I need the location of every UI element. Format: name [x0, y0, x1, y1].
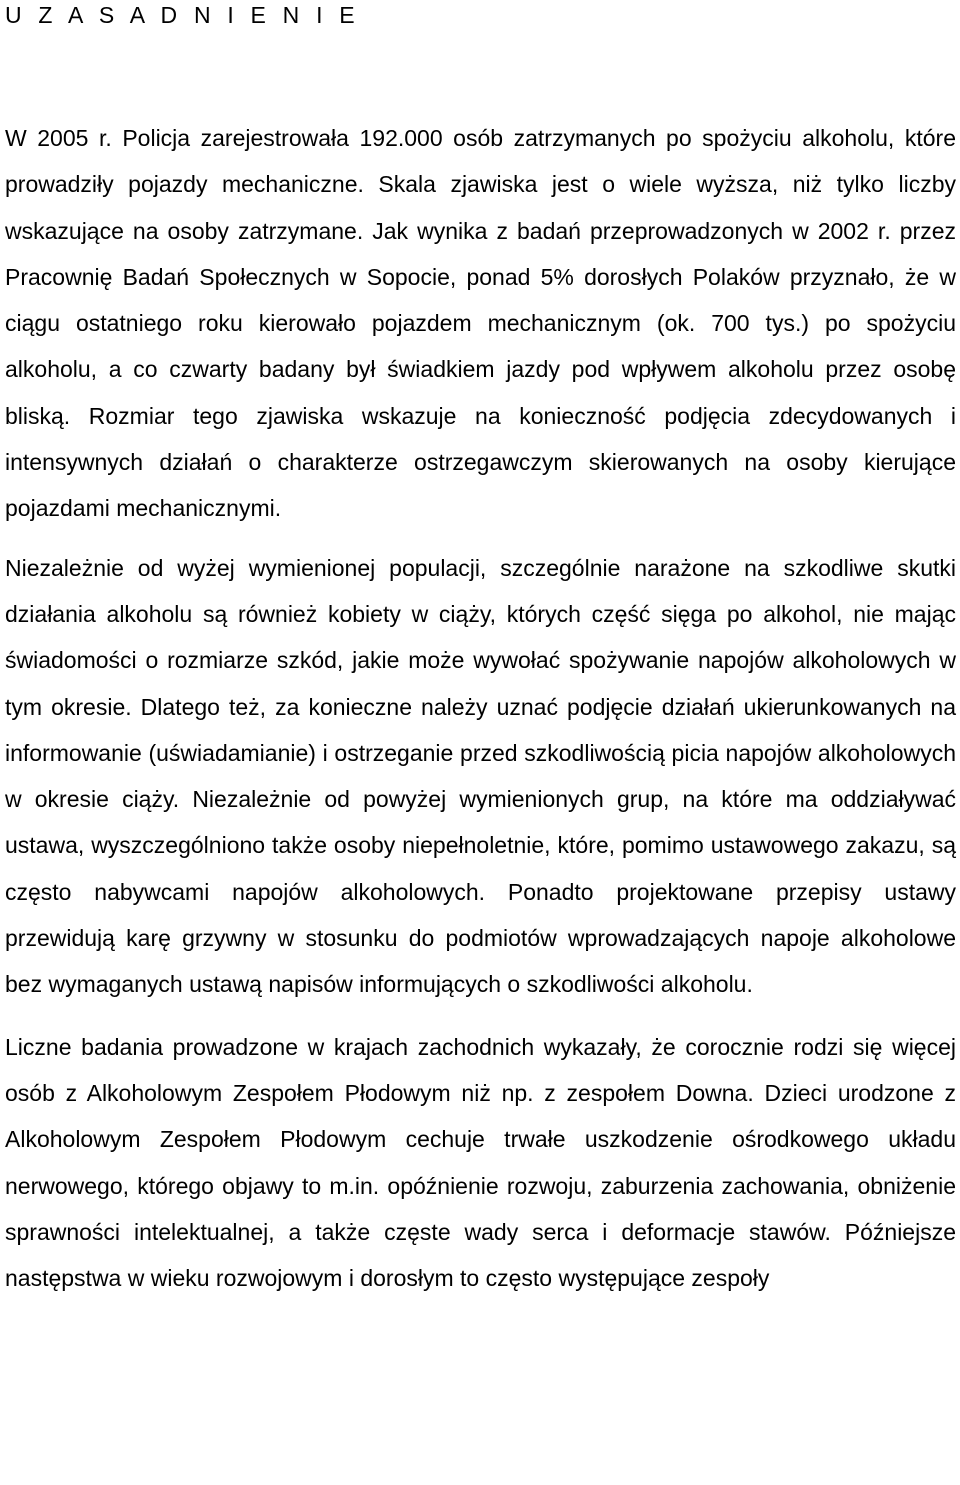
paragraph-2: Niezależnie od wyżej wymienionej populacji, szczególnie narażone na szkodliwe skutki działania alkoholu są również kobiety w ciąży, których część sięga po alkohol, nie mając świadomości o rozmiarze szkód, jakie może wywołać spożywanie napojów alkoholowych w tym okresie. Dlatego też, za konieczne należy uznać podjęcie działań ukierunkowanych na informowanie (uświadamianie) i ostrzeganie przed szkodliwością picia napojów alkoholowych w okresie ciąży. Niezależnie od powyżej wymienionych grup, na które ma oddziaływać ustawa, wyszczególniono także osoby niepełnoletnie, które, pomimo ustawowego zakazu, są często nabywcami napojów alkoholowych. Ponadto projektowane przepisy ustawy przewidują karę grzywny w stosunku do podmiotów wprowadzających napoje alkoholowe bez wymaganych ustawą napisów informujących o szkodliwości alkoholu.: [5, 554, 956, 998]
paragraph-3: Liczne badania prowadzone w krajach zachodnich wykazały, że corocznie rodzi się więcej osób z Alkoholowym Zespołem Płodowym niż np. z zespołem Downa. Dzieci urodzone z Alkoholowym Zespołem Płodowym cechuje trwałe uszkodzenie ośrodkowego układu nerwowego, którego objawy to m.in. opóźnienie rozwoju, zaburzenia zachowania, obniżenie sprawności intelektualnej, a także częste wady serca i deformacje stawów. Późniejsze następstwa w wieku rozwojowym i dorosłym to często występujące zespoły: [5, 1033, 956, 1292]
document-title: U Z A S A D N I E N I E: [5, 2, 360, 28]
paragraph-1: W 2005 r. Policja zarejestrowała 192.000 osób zatrzymanych po spożyciu alkoholu, które prowadziły pojazdy mechaniczne. Skala zjawiska jest o wiele wyższa, niż tylko liczby wskazujące na osoby zatrzymane. Jak wynika z badań przeprowadzonych w 2002 r. przez Pracownię Badań Społecznych w Sopocie, ponad 5% dorosłych Polaków przyznało, że w ciągu ostatniego roku kierowało pojazdem mechanicznym (ok. 700 tys.) po spożyciu alkoholu, a co czwarty badany był świadkiem jazdy pod wpływem alkoholu przez osobę bliską. Rozmiar tego zjawiska wskazuje na konieczność podjęcia zdecydowanych i intensywnych działań o charakterze ostrzegawczym skierowanych na osoby kierujące pojazdami mechanicznymi.: [5, 125, 956, 522]
